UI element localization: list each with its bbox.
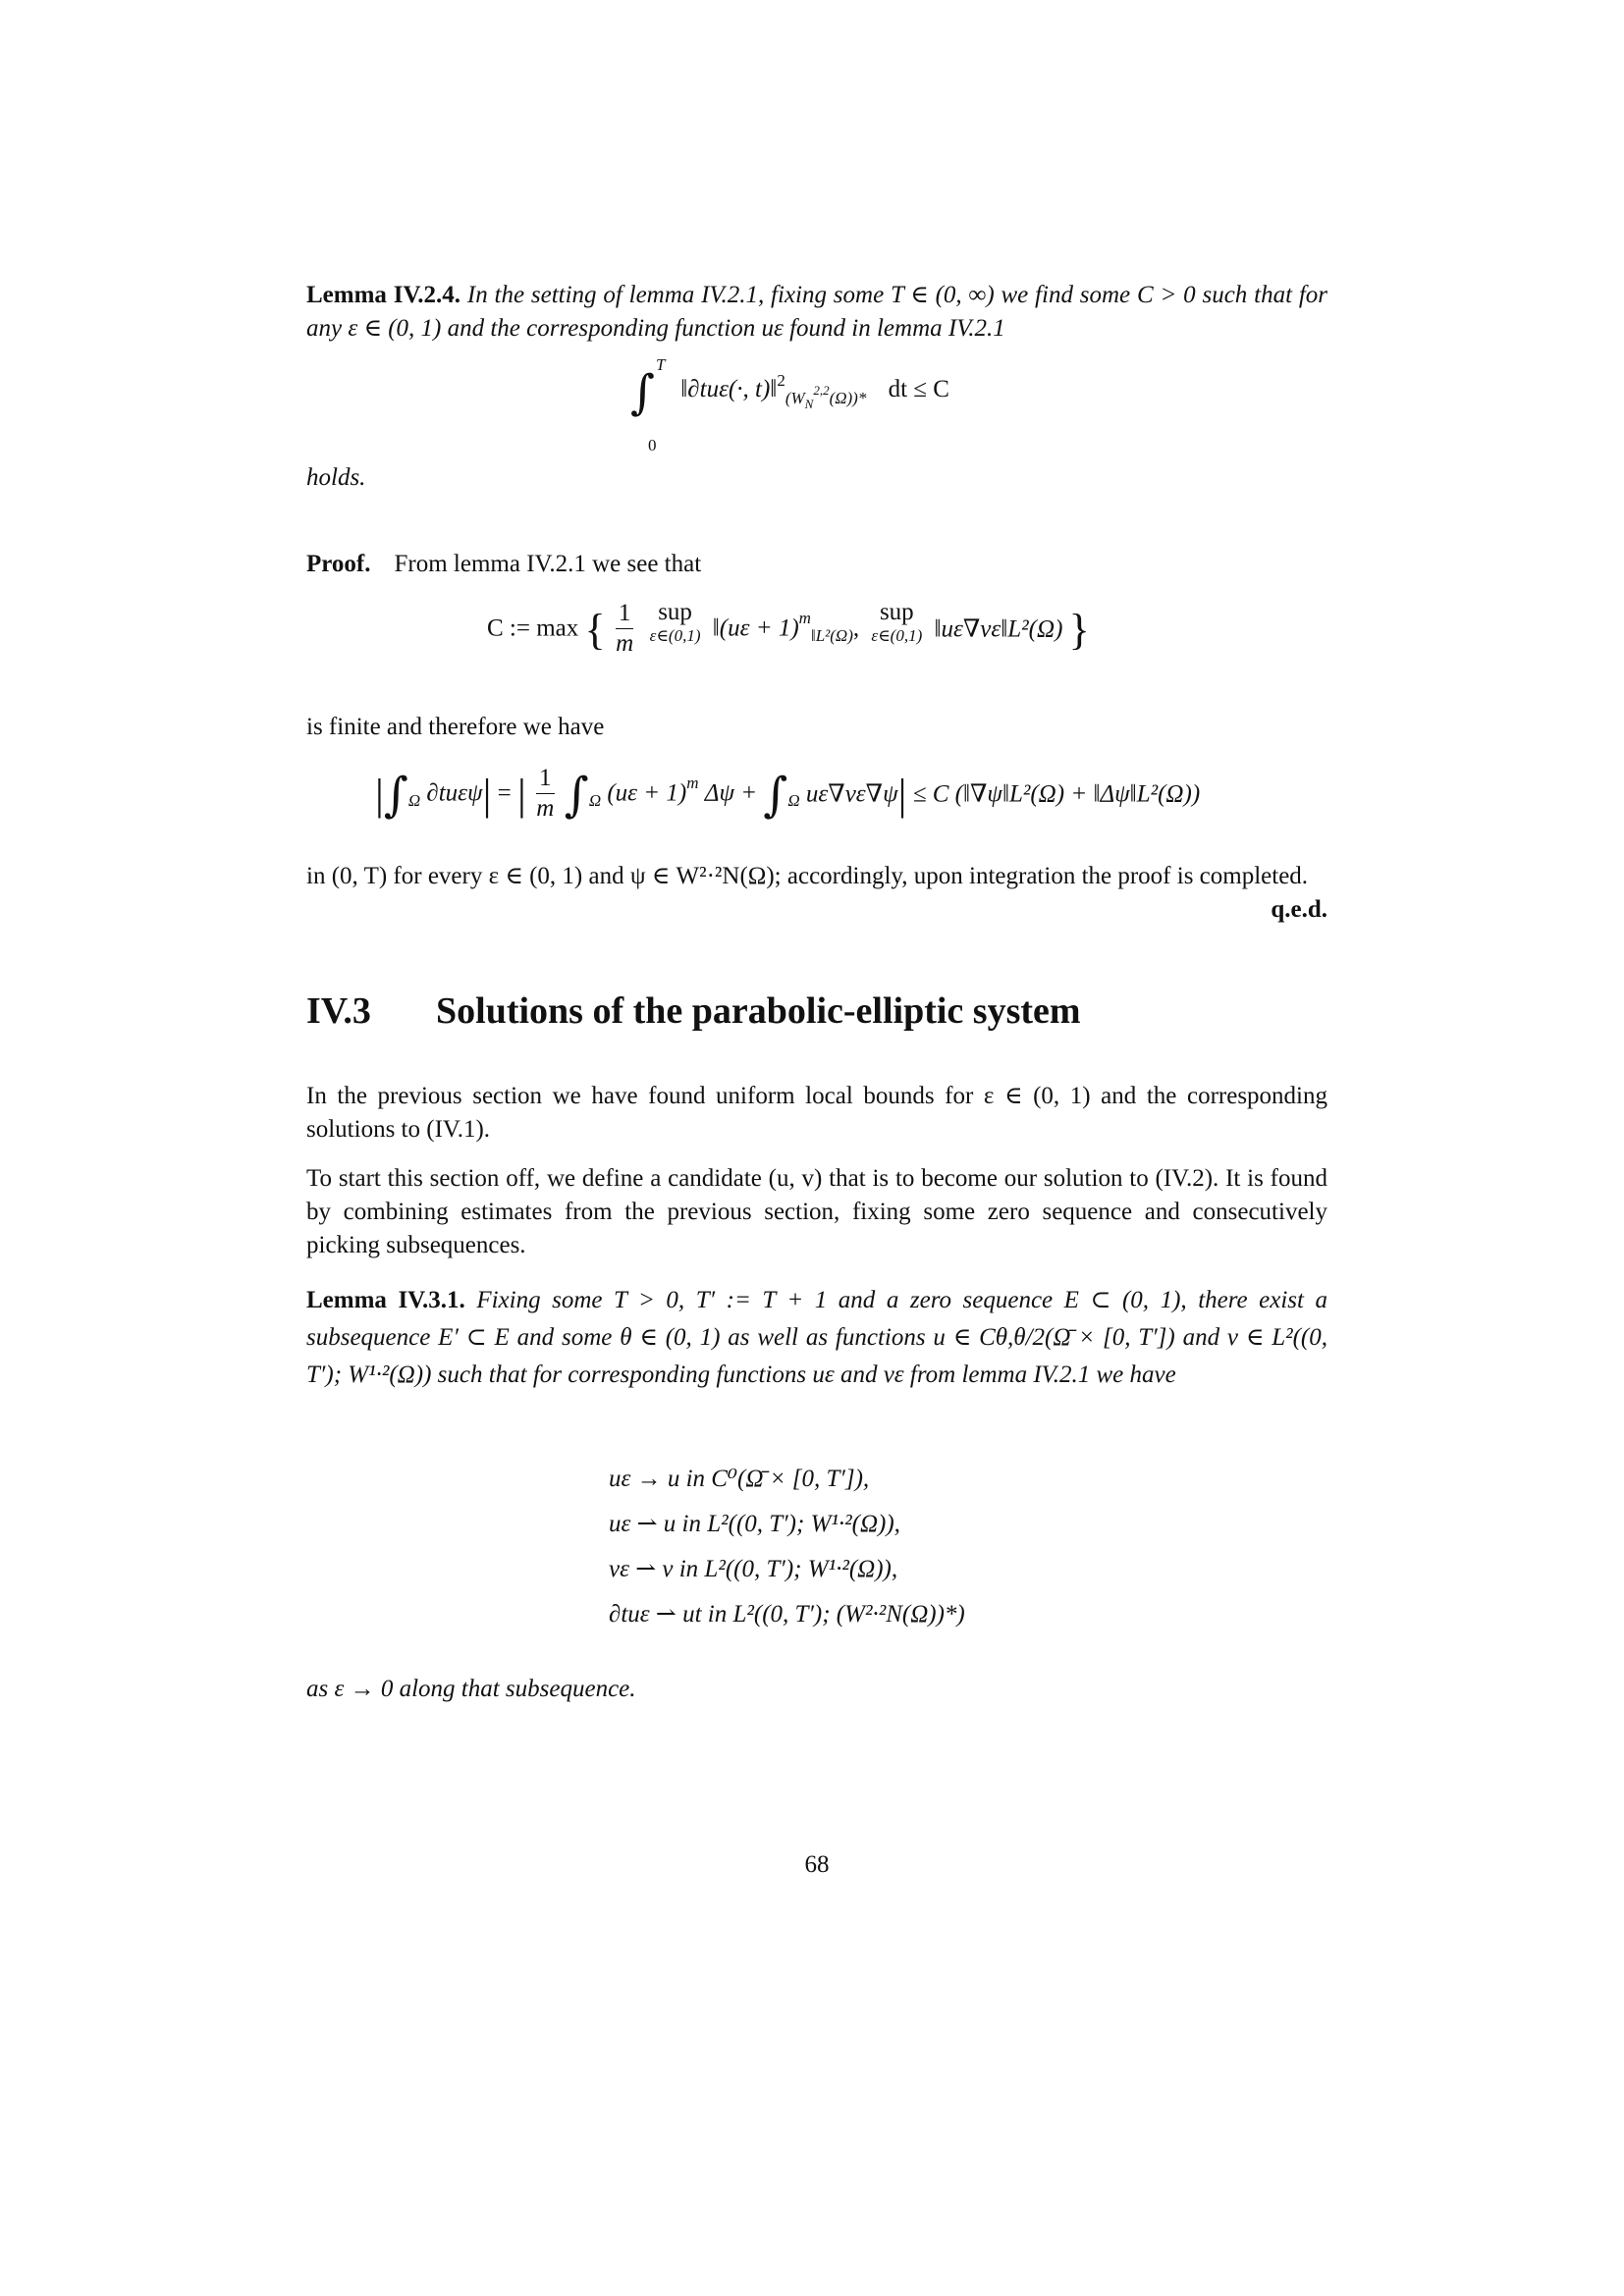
lemma-formula: ∫ T 0 ‖∂tuε(·, $t)‖^2_{(WN}2,2_{(\Omega))*}$ dt ≤ C	[630, 355, 949, 454]
lemma-label: Lemma IV.3.1.	[306, 1287, 465, 1313]
lemma-iv-2-4	[306, 279, 1327, 346]
section-title: Solutions of the parabolic-elliptic system	[436, 990, 1081, 1032]
formula-tail: dt ≤ C	[888, 376, 949, 402]
c-definition: C := max { $\frac{1}{m}$ sup ε∈(0,1) ‖(uε + 1)$^m_{‖L^2(\Omega)}$, sup ε∈(0,1) ‖uε∇vε‖L²(Ω) }	[487, 599, 1090, 657]
sup-2: sup ε∈(0,1)	[871, 599, 923, 645]
lemma-iv-3-1	[306, 1282, 1327, 1394]
finite-text: is finite and therefore we have	[306, 714, 605, 740]
section-para-2: To start this section off, we define a candidate (u, v) that is to become our solution to (IV.2). It is found by combining estimates from the previous section, fixing some zero sequence and consecutively picking subsequences.	[306, 1165, 1327, 1258]
proof-label: Proof.	[306, 551, 371, 577]
section-heading	[306, 989, 1081, 1033]
estimate: $|\int_\Omega$ ∂tuεψ| = | $\frac{1}{m}$ $\int_\Omega$ $(u\varepsilon + 1)^m$ $\Delta\psi + \int_\Omega$ uε∇vε∇ψ| ≤ C (‖∇ψ‖L²(Ω) + ‖Δψ‖L²(Ω))	[375, 765, 1201, 824]
sup-1: sup ε∈(0,1)	[649, 599, 701, 645]
proof-conclusion: in (0, T) for every ε ∈ (0, 1) and ψ ∈ W²·²N(Ω); accordingly, upon integration the proof is completed. q.e.d.	[306, 860, 1327, 927]
lemma-label: Lemma IV.2.4.	[306, 282, 461, 308]
convergence-4: ∂tuε ⇀ ut in L²((0, T′); (W²·²N(Ω))*)	[609, 1601, 965, 1628]
convergence-2: uε ⇀ u in L²((0, T′); W¹·²(Ω)),	[609, 1511, 900, 1537]
proof-intro: Proof. From lemma IV.2.1 we see that	[306, 551, 702, 577]
page-number: 68	[804, 1851, 830, 1878]
lemma-statement: Fixing some T > 0, T′ := T + 1 and a zero sequence E ⊂ (0, 1), there exist a subsequence E′ ⊂ E and some θ ∈ (0, 1) as well as functions u ∈ Cθ,θ/2(Ω̄ × [0, T′]) and v ∈ L²((0, T′); W¹·²(Ω)) such that for corresponding functions uε and vε from lemma IV.2.1 we have	[306, 1287, 1328, 1388]
document-page	[306, 0, 1327, 2296]
lemma-closing: holds.	[306, 464, 366, 491]
qed-mark: q.e.d.	[1271, 896, 1327, 923]
lemma-closing: as ε → 0 along that subsequence.	[306, 1676, 636, 1702]
lemma-statement: In the setting of lemma IV.2.1, fixing some T ∈ (0, ∞) we find some C > 0 such that for any ε ∈ (0, 1) and the corresponding function uε found in lemma IV.2.1	[306, 282, 1328, 342]
fraction: $\frac{1}{m}$	[616, 600, 634, 657]
convergence-3: vε ⇀ v in L²((0, T′); W¹·²(Ω)),	[609, 1556, 898, 1582]
convergence-1: uε → u in C⁰(Ω̄ × [0, T′]),	[609, 1466, 870, 1492]
section-number: IV.3	[306, 990, 371, 1032]
formula-body: ‖∂tuε(·, t)‖	[680, 376, 778, 402]
convergence-list	[609, 1457, 965, 1637]
section-para-1: In the previous section we have found uniform local bounds for ε ∈ (0, 1) and the corresponding solutions to (IV.1).	[306, 1083, 1327, 1143]
